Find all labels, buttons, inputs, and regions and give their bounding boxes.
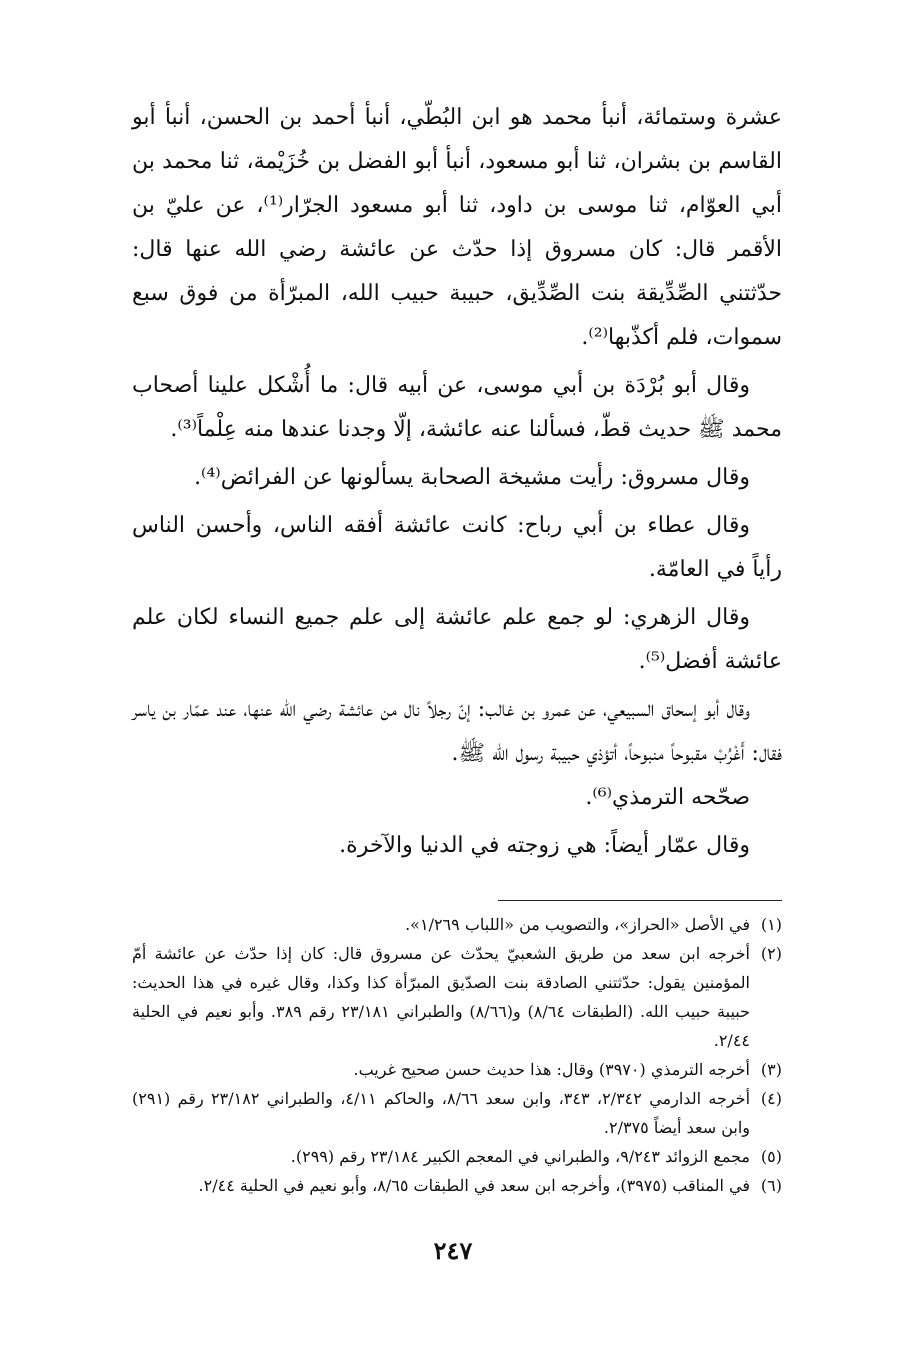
paragraph-3: وقال مسروق: رأيت مشيخة الصحابة يسألونها عن الفرائض⁽⁴⁾.	[194, 465, 750, 490]
footnote-text: أخرجه ابن سعد من طريق الشعبيّ يحدّث عن مسروق قال: كان إذا حدّث عن عائشة أمّ المؤمنين يقول: حدّثتني الصادقة بنت الصدّيق المبرّأة كذا وكذا، وقال غيره في هذا الحديث: حبيبة حبيب الله. (الطبقات ٨/٦٤) و(٨/٦٦) والطبراني ٢٣/١٨١ رقم ٣٨٩. وأبو نعيم في الحلية ٢/٤٤.	[132, 944, 751, 1050]
footnote-text: أخرجه الدارمي ٢/٣٤٢، ٣٤٣، وابن سعد ٨/٦٦، والحاكم ٤/١١، والطبراني ٢٣/١٨٢ رقم (٢٩١) وابن سعد أيضاً ٢/٣٧٥.	[132, 1089, 751, 1137]
footnote-5	[132, 1142, 782, 1171]
footnote-text: في المناقب (٣٩٧٥)، وأخرجه ابن سعد في الطبقات ٨/٦٥، وأبو نعيم في الحلية ٢/٤٤.	[198, 1176, 750, 1195]
paragraph-1: عشرة وستمائة، أنبأ محمد هو ابن البُطّي، أنبأ أحمد بن الحسن، أنبأ أبو القاسم بن بشران، ثنا أبو مسعود، أنبأ أبو الفضل بن خُزَيْمة، ثنا محمد بن أبي العوّام، ثنا موسى بن داود، ثنا أبو مسعود الجرّار⁽¹⁾، عن عليّ بن الأقمر قال: كان مسروق إذا حدّث عن عائشة رضي الله عنها قال: حدّثتني الصِّدِّيقة بنت الصِّدِّيق، حبيبة حبيب الله، المبرّأة من فوق سبع سموات، فلم أكذّبها⁽²⁾.	[132, 105, 782, 350]
page-number: ٢٤٧	[433, 1236, 473, 1265]
paragraph-5: وقال الزهري: لو جمع علم عائشة إلى علم جميع النساء لكان علم عائشة أفضل⁽⁵⁾.	[132, 605, 782, 674]
main-text	[132, 96, 782, 868]
paragraph-4: وقال عطاء بن أبي رباح: كانت عائشة أفقه الناس، وأحسن الناس رأياً في العامّة.	[132, 513, 782, 582]
footnote-text: في الأصل «الحراز»، والتصويب من «اللباب ١/٢٦٩».	[405, 915, 750, 934]
paragraph-7: صحّحه الترمذي⁽⁶⁾.	[585, 785, 750, 810]
footnote-number: (٦)	[760, 1176, 782, 1195]
footnote-text: مجمع الزوائد ٩/٢٤٣، والطبراني في المعجم الكبير ٢٣/١٨٤ رقم (٢٩٩).	[290, 1147, 750, 1166]
footnote-number: (٥)	[760, 1147, 782, 1166]
footnote-number: (١)	[760, 915, 782, 934]
footnote-divider	[498, 900, 782, 901]
paragraph-2: وقال أبو بُرْدَة بن أبي موسى، عن أبيه قال: ما أُشْكل علينا أصحاب محمد ﷺ حديث قطّ، فسألنا عنه عائشة، إلّا وجدنا عندها منه عِلْماً⁽³⁾.	[132, 373, 782, 442]
footnote-6	[132, 1171, 782, 1200]
footnote-number: (٣)	[760, 1060, 782, 1079]
footnote-number: (٤)	[760, 1089, 782, 1108]
footnote-text: أخرجه الترمذي (٣٩٧٠) وقال: هذا حديث حسن صحيح غريب.	[353, 1060, 750, 1079]
paragraph-6: وقال أبو إسحاق السبيعي، عن عمرو بن غالب: إنّ رجلاً نال من عائشة رضي الله عنها، عند عمّار بن ياسر فقال: أَغْرُبْ مقبوحاً منبوحاً، أتؤذي حبيبة رسول الله ﷺ.	[132, 697, 782, 766]
footnote-3	[132, 1055, 782, 1084]
footnote-number: (٢)	[760, 944, 782, 963]
footnote-1	[132, 910, 782, 939]
footnote-2	[132, 939, 782, 1055]
footnote-4	[132, 1084, 782, 1142]
paragraph-8: وقال عمّار أيضاً: هي زوجته في الدنيا والآخرة.	[339, 833, 750, 858]
footnotes	[132, 910, 782, 1200]
